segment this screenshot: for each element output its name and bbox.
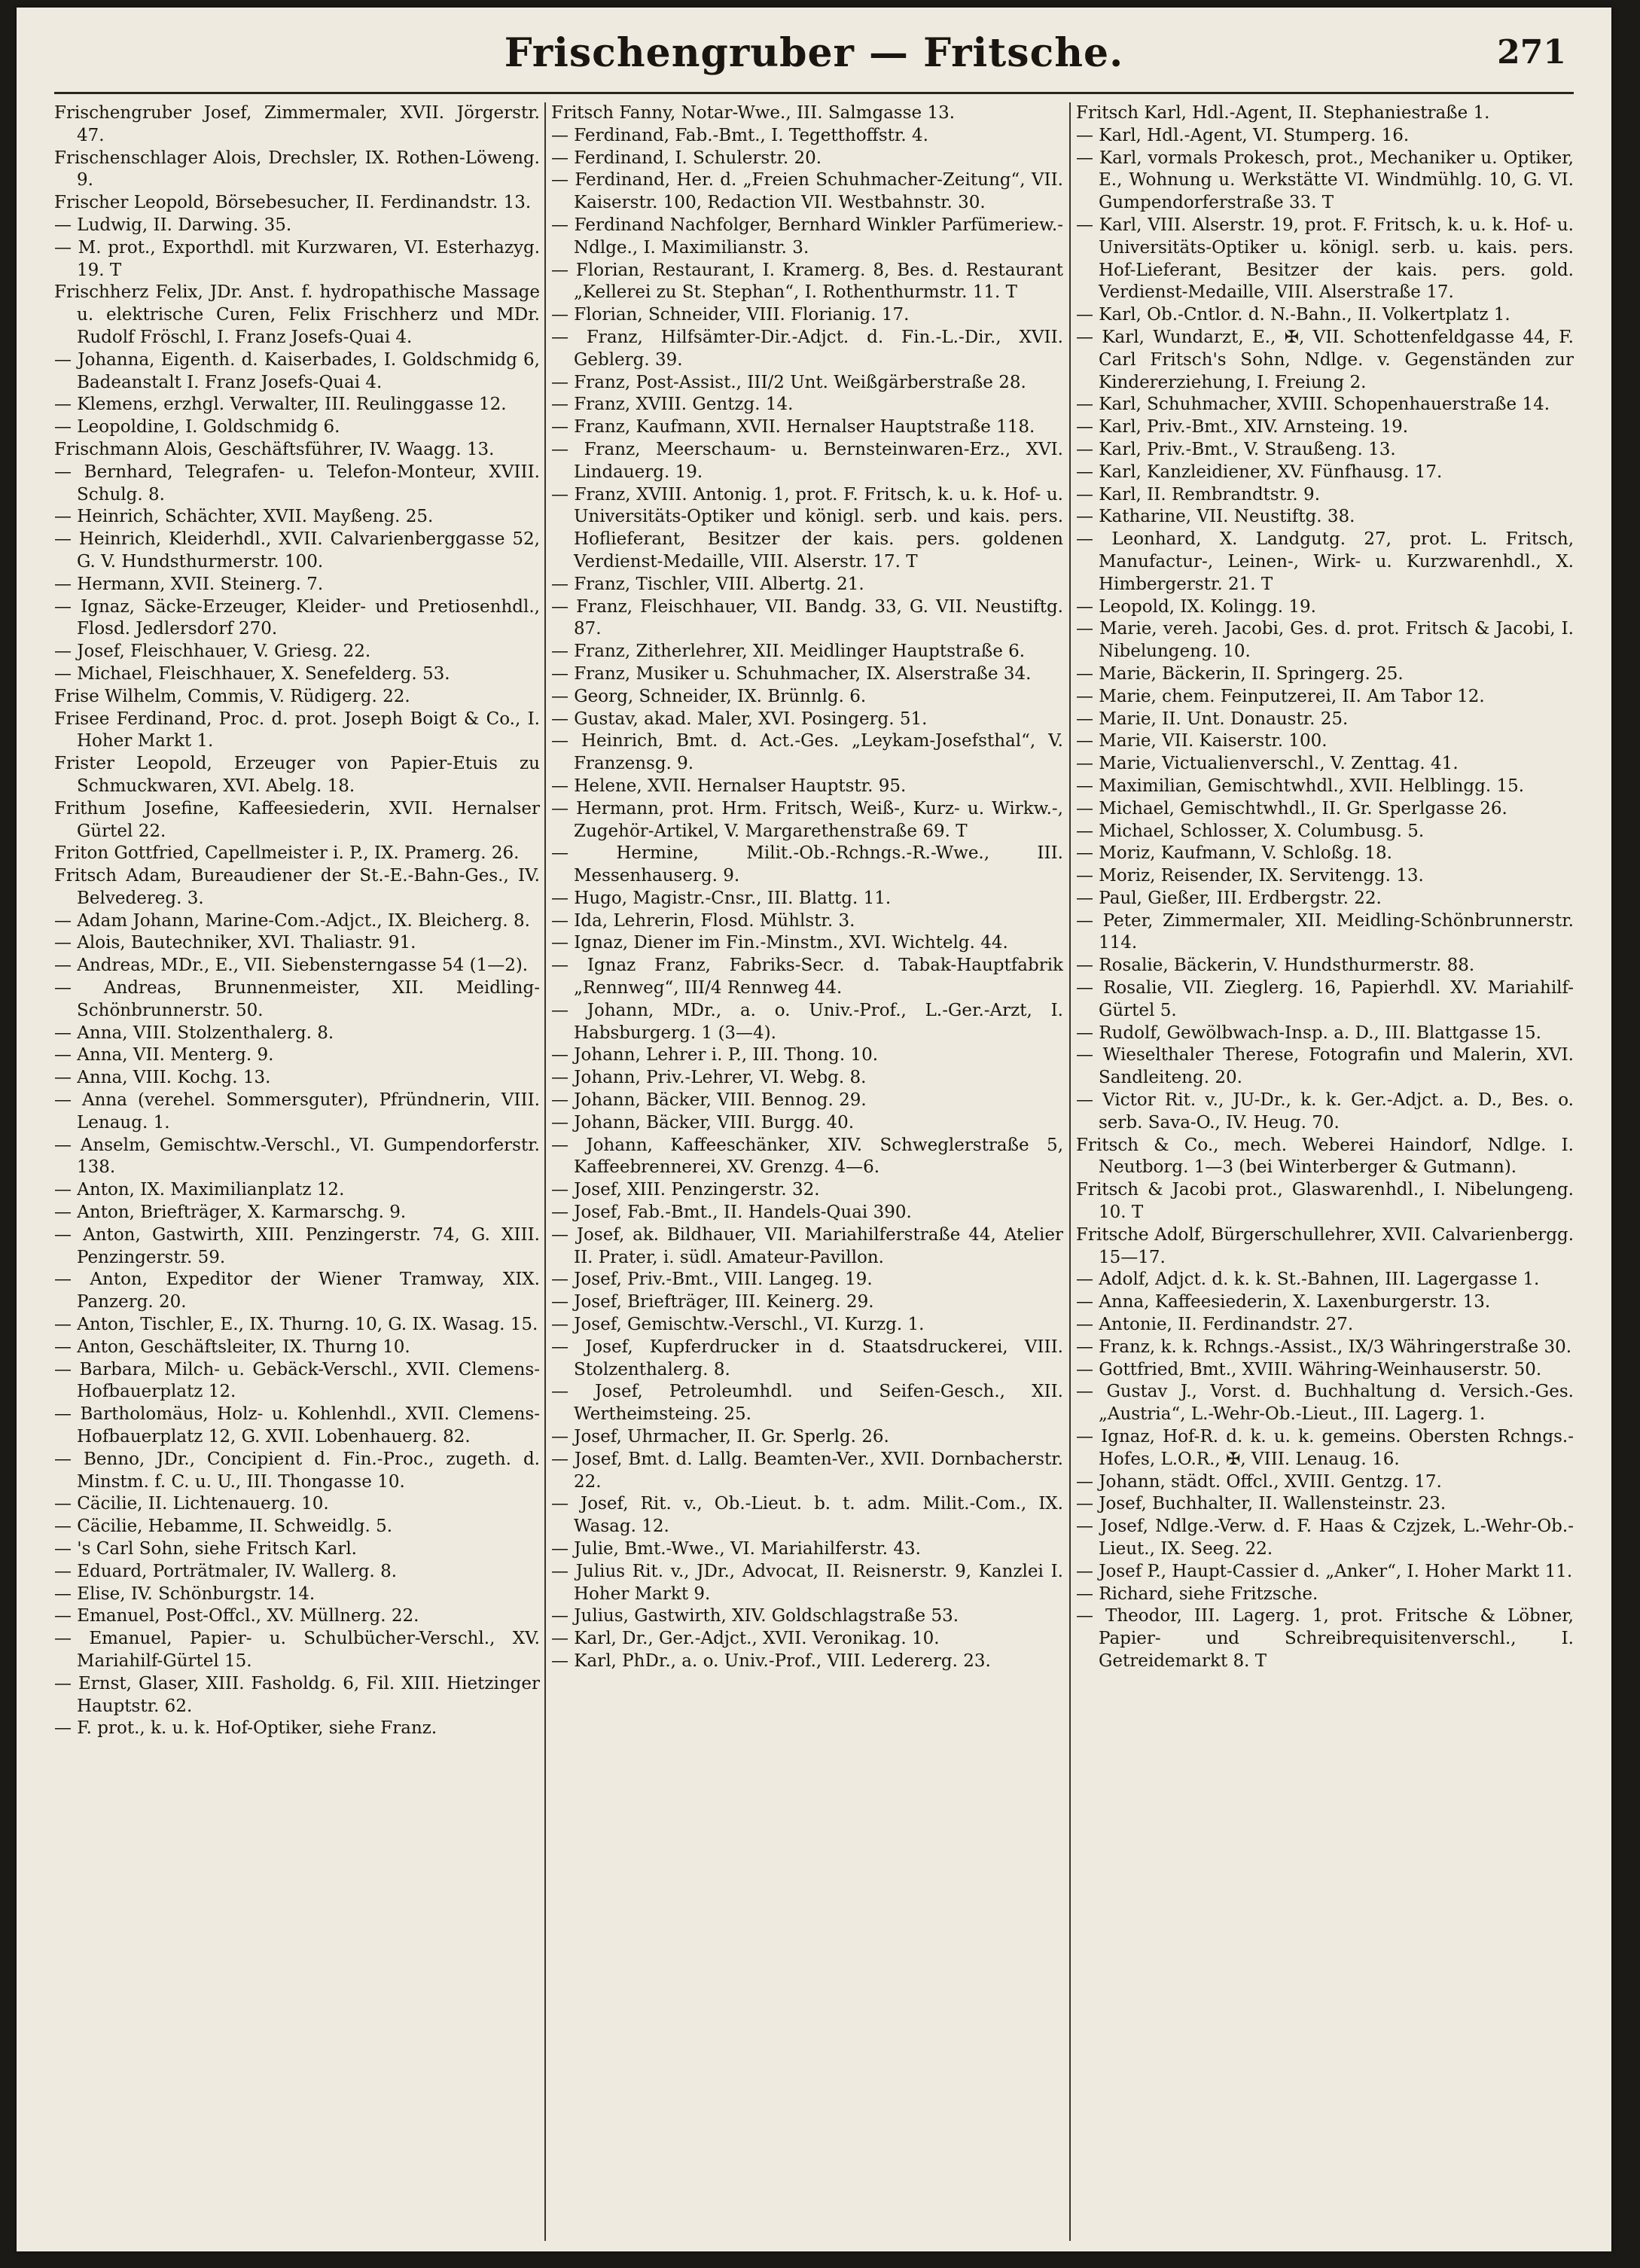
directory-entry: — Anna, Kaffeesiederin, X. Laxenburgerstr. 13. bbox=[1076, 1292, 1491, 1312]
directory-entry: — Johanna, Eigenth. d. Kaiserbades, I. Goldschmidg 6, Badeanstalt I. Franz Josefs-Quai 4. bbox=[54, 349, 540, 392]
directory-entry: — Theodor, III. Lagerg. 1, prot. Fritsche & Löbner, Papier- und Schreibrequisitenverschl., I. Getreidemarkt 8. T bbox=[1076, 1606, 1574, 1671]
directory-entry: — Peter, Zimmermaler, XII. Meidling-Schönbrunnerstr. 114. bbox=[1076, 910, 1574, 953]
directory-entry: — Marie, chem. Feinputzerei, II. Am Tabor 12. bbox=[1076, 686, 1485, 706]
directory-entry: — Karl, Hdl.-Agent, VI. Stumperg. 16. bbox=[1076, 125, 1410, 145]
directory-entry: — Michael, Gemischtwhdl., II. Gr. Sperlgasse 26. bbox=[1076, 798, 1507, 818]
directory-entry: — Anna (verehel. Sommersguter), Pfründnerin, VIII. Lenaug. 1. bbox=[54, 1090, 540, 1132]
directory-entry: — Josef, ak. Bildhauer, VII. Mariahilferstraße 44, Atelier II. Prater, i. südl. Amateur-Pavillon. bbox=[551, 1224, 1063, 1267]
directory-entry: — Hermine, Milit.-Ob.-Rchngs.-R.-Wwe., III. Messenhauserg. 9. bbox=[551, 843, 1063, 886]
directory-entry: — Hermann, XVII. Steinerg. 7. bbox=[54, 574, 324, 594]
directory-entry: — Karl, Ob.-Cntlor. d. N.-Bahn., II. Volkertplatz 1. bbox=[1076, 305, 1510, 325]
directory-entry: — Gustav J., Vorst. d. Buchhaltung d. Versich.-Ges. „Austria“, L.-Wehr-Ob.-Lieut., III. Lagerg. 1. bbox=[1076, 1382, 1574, 1425]
directory-columns bbox=[54, 102, 1574, 2241]
directory-entry: — Johann, Bäcker, VIII. Bennog. 29. bbox=[551, 1090, 867, 1111]
directory-entry: — Franz, Fleischhauer, VII. Bandg. 33, G. VII. Neustiftg. 87. bbox=[551, 596, 1063, 639]
directory-entry: — Emanuel, Papier- u. Schulbücher-Verschl., XV. Mariahilf-Gürtel 15. bbox=[54, 1629, 540, 1671]
directory-entry: — Franz, XVIII. Gentzg. 14. bbox=[551, 395, 794, 415]
directory-entry: — Anna, VIII. Kochg. 13. bbox=[54, 1068, 271, 1088]
directory-entry: — Franz, Meerschaum- u. Bernsteinwaren-Erz., XVI. Lindauerg. 19. bbox=[551, 439, 1063, 482]
directory-entry: — Ignaz, Säcke-Erzeuger, Kleider- und Pretiosenhdl., Flosd. Jedlersdorf 270. bbox=[54, 596, 540, 639]
column-2 bbox=[551, 102, 1063, 2241]
directory-entry: — Anna, VII. Menterg. 9. bbox=[54, 1045, 274, 1065]
directory-entry: — Josef P., Haupt-Cassier d. „Anker“, I. Hoher Markt 11. bbox=[1076, 1561, 1573, 1581]
directory-entry: — Josef, Fab.-Bmt., II. Handels-Quai 390. bbox=[551, 1203, 912, 1223]
directory-entry: — Josef, Buchhalter, II. Wallensteinstr. 23. bbox=[1076, 1494, 1446, 1514]
directory-entry: — Marie, Victualienverschl., V. Zenttag. 41. bbox=[1076, 754, 1459, 774]
directory-entry: — Rosalie, Bäckerin, V. Hundsthurmerstr. 88. bbox=[1076, 956, 1475, 976]
directory-entry: — Josef, Uhrmacher, II. Gr. Sperlg. 26. bbox=[551, 1427, 889, 1447]
directory-entry: — Ferdinand Nachfolger, Bernhard Winkler Parfümeriew.-Ndlge., I. Maximilianstr. 3. bbox=[551, 215, 1063, 258]
directory-entry: — Franz, Musiker u. Schuhmacher, IX. Alserstraße 34. bbox=[551, 663, 1032, 684]
directory-entry: — Benno, JDr., Concipient d. Fin.-Proc., zugeth. d. Minstm. f. C. u. U., III. Thongasse 10. bbox=[54, 1449, 540, 1492]
directory-entry: — Franz, Kaufmann, XVII. Hernalser Hauptstraße 118. bbox=[551, 417, 1035, 437]
directory-entry: — Heinrich, Kleiderhdl., XVII. Calvarienberggasse 52, G. V. Hundsthurmerstr. 100. bbox=[54, 529, 540, 572]
column-1 bbox=[54, 102, 540, 2241]
directory-entry: — Josef, XIII. Penzingerstr. 32. bbox=[551, 1180, 820, 1200]
directory-entry: — Adam Johann, Marine-Com.-Adjct., IX. Bleicherg. 8. bbox=[54, 910, 530, 931]
directory-entry: — Julius Rit. v., JDr., Advocat, II. Reisnerstr. 9, Kanzlei I. Hoher Markt 9. bbox=[551, 1561, 1063, 1604]
directory-entry: — Andreas, MDr., E., VII. Siebensterngasse 54 (1—2). bbox=[54, 956, 529, 976]
column-3 bbox=[1076, 102, 1574, 2241]
directory-entry: — Florian, Restaurant, I. Kramerg. 8, Bes. d. Restaurant „Kellerei zu St. Stephan“, I. Rothenthurmstr. 11. T bbox=[551, 260, 1063, 303]
directory-entry: — Karl, Schuhmacher, XVIII. Schopenhauerstraße 14. bbox=[1076, 395, 1550, 415]
directory-entry: — Karl, Wundarzt, E., ✠, VII. Schottenfeldgasse 44, F. Carl Fritsch's Sohn, Ndlge. v. Gegenständen zur Kindererziehung, I. Freiung 2. bbox=[1076, 327, 1574, 392]
directory-entry: — Hermann, prot. Hrm. Fritsch, Weiß-, Kurz- u. Wirkw.-, Zugehör-Artikel, V. Margarethenstraße 69. T bbox=[551, 798, 1063, 841]
directory-entry: Fritsch Adam, Bureaudiener der St.-E.-Bahn-Ges., IV. Belvedereg. 3. bbox=[54, 866, 540, 908]
directory-entry: — Maximilian, Gemischtwhdl., XVII. Helblingg. 15. bbox=[1076, 776, 1525, 796]
page-header bbox=[17, 30, 1611, 90]
directory-entry: — Michael, Schlosser, X. Columbusg. 5. bbox=[1076, 821, 1425, 841]
directory-entry: — Julie, Bmt.-Wwe., VI. Mariahilferstr. 43. bbox=[551, 1539, 921, 1559]
directory-entry: Frisee Ferdinand, Proc. d. prot. Joseph Boigt & Co., I. Hoher Markt 1. bbox=[54, 709, 540, 751]
directory-entry: — Leopold, IX. Kolingg. 19. bbox=[1076, 596, 1316, 617]
directory-entry: — Georg, Schneider, IX. Brünnlg. 6. bbox=[551, 686, 867, 706]
directory-entry: — Karl, Priv.-Bmt., XIV. Arnsteing. 19. bbox=[1076, 417, 1409, 437]
directory-entry: — Elise, IV. Schönburgstr. 14. bbox=[54, 1584, 316, 1604]
directory-entry: — Josef, Fleischhauer, V. Griesg. 22. bbox=[54, 642, 371, 662]
directory-entry: — Hugo, Magistr.-Cnsr., III. Blattg. 11. bbox=[551, 888, 892, 908]
directory-entry: — Gustav, akad. Maler, XVI. Posingerg. 51. bbox=[551, 709, 928, 729]
directory-entry: — Anton, Geschäftsleiter, IX. Thurng 10. bbox=[54, 1337, 410, 1357]
directory-entry: — Ferdinand, Her. d. „Freien Schuhmacher-Zeitung“, VII. Kaiserstr. 100, Redaction VII. Westbahnstr. 30. bbox=[551, 170, 1063, 213]
directory-entry: — Marie, VII. Kaiserstr. 100. bbox=[1076, 731, 1328, 751]
directory-entry: — Franz, Tischler, VIII. Albertg. 21. bbox=[551, 574, 864, 594]
directory-entry: Fritsch & Co., mech. Weberei Haindorf, Ndlge. I. Neutborg. 1—3 (bei Winterberger & Gutmann). bbox=[1076, 1135, 1574, 1178]
directory-entry: — Josef, Rit. v., Ob.-Lieut. b. t. adm. Milit.-Com., IX. Wasag. 12. bbox=[551, 1494, 1063, 1537]
directory-entry: — Cäcilie, II. Lichtenauerg. 10. bbox=[54, 1494, 329, 1514]
directory-entry: — F. prot., k. u. k. Hof-Optiker, siehe Franz. bbox=[54, 1718, 437, 1739]
directory-entry: — Moriz, Kaufmann, V. Schloßg. 18. bbox=[1076, 843, 1392, 864]
directory-entry: — Julius, Gastwirth, XIV. Goldschlagstraße 53. bbox=[551, 1606, 959, 1626]
directory-entry: — Josef, Gemischtw.-Verschl., VI. Kurzg. 1. bbox=[551, 1315, 925, 1335]
directory-entry: — Anna, VIII. Stolzenthalerg. 8. bbox=[54, 1023, 334, 1043]
directory-entry: — Franz, XVIII. Antonig. 1, prot. F. Fritsch, k. u. k. Hof- u. Universitäts-Optiker und königl. serb. und kais. pers. Hoflieferant, Besitzer der kais. pers. goldenen Verdienst-Medaille, VIII. Alserstr. 17. T bbox=[551, 484, 1063, 572]
directory-entry: — Karl, PhDr., a. o. Univ.-Prof., VIII. Ledererg. 23. bbox=[551, 1651, 991, 1671]
directory-entry: — Bernhard, Telegrafen- u. Telefon-Monteur, XVIII. Schulg. 8. bbox=[54, 462, 540, 505]
directory-entry: — Karl, VIII. Alserstr. 19, prot. F. Fritsch, k. u. k. Hof- u. Universitäts-Optiker u. königl. serb. u. kais. pers. Hof-Lieferant, Besitzer der kais. pers. gold. Verdienst-Medaille, VIII. Alserstraße 17. bbox=[1076, 215, 1574, 303]
directory-entry: — Paul, Gießer, III. Erdbergstr. 22. bbox=[1076, 888, 1382, 908]
directory-entry: Fritsch & Jacobi prot., Glaswarenhdl., I. Nibelungeng. 10. T bbox=[1076, 1180, 1574, 1223]
directory-entry: — Karl, II. Rembrandtstr. 9. bbox=[1076, 484, 1320, 505]
column-divider bbox=[544, 102, 546, 2241]
directory-entry: — Franz, Hilfsämter-Dir.-Adjct. d. Fin.-L.-Dir., XVII. Geblerg. 39. bbox=[551, 327, 1063, 370]
directory-entry: — Josef, Bmt. d. Lallg. Beamten-Ver., XVII. Dornbacherstr. 22. bbox=[551, 1449, 1063, 1492]
directory-entry: — Josef, Priv.-Bmt., VIII. Langeg. 19. bbox=[551, 1270, 873, 1290]
directory-entry: — Marie, Bäckerin, II. Springerg. 25. bbox=[1076, 663, 1404, 684]
directory-entry: — Franz, Post-Assist., III/2 Unt. Weißgärberstraße 28. bbox=[551, 372, 1026, 392]
directory-entry: — Ignaz, Hof-R. d. k. u. k. gemeins. Obersten Rchngs.-Hofes, L.O.R., ✠, VIII. Lenaug. 16. bbox=[1076, 1427, 1574, 1469]
directory-entry: — Marie, vereh. Jacobi, Ges. d. prot. Fritsch & Jacobi, I. Nibelungeng. 10. bbox=[1076, 619, 1574, 662]
header-rule bbox=[54, 92, 1574, 94]
directory-entry: — Rudolf, Gewölbwach-Insp. a. D., III. Blattgasse 15. bbox=[1076, 1023, 1541, 1043]
directory-entry: — Karl, Dr., Ger.-Adjct., XVII. Veronikag. 10. bbox=[551, 1629, 940, 1649]
column-divider bbox=[1069, 102, 1071, 2241]
page-number: 271 bbox=[1497, 33, 1566, 72]
directory-entry: — Johann, städt. Offcl., XVIII. Gentzg. 17. bbox=[1076, 1471, 1442, 1492]
directory-entry: — Bartholomäus, Holz- u. Kohlenhdl., XVII. Clemens-Hofbauerplatz 12, G. XVII. Lobenhauerg. 82. bbox=[54, 1404, 540, 1447]
directory-entry: — Klemens, erzhgl. Verwalter, III. Reulinggasse 12. bbox=[54, 395, 507, 415]
directory-entry: — Ernst, Glaser, XIII. Fasholdg. 6, Fil. XIII. Hietzinger Hauptstr. 62. bbox=[54, 1673, 540, 1716]
directory-entry: — Cäcilie, Hebamme, II. Schweidlg. 5. bbox=[54, 1517, 393, 1537]
directory-entry: — Leonhard, X. Landgutg. 27, prot. L. Fritsch, Manufactur-, Leinen-, Wirk- u. Kurzwarenhdl., X. Himbergerstr. 21. T bbox=[1076, 529, 1574, 594]
page-title: Frischengruber — Fritsche. bbox=[504, 30, 1124, 76]
directory-entry: — Ferdinand, Fab.-Bmt., I. Tegetthoffstr. 4. bbox=[551, 125, 928, 145]
directory-entry: — Rosalie, VII. Zieglerg. 16, Papierhdl. XV. Mariahilf-Gürtel 5. bbox=[1076, 978, 1574, 1020]
directory-entry: Fritsch Karl, Hdl.-Agent, II. Stephaniestraße 1. bbox=[1076, 103, 1490, 123]
directory-entry: Fritsche Adolf, Bürgerschullehrer, XVII. Calvarienbergg. 15—17. bbox=[1076, 1224, 1574, 1267]
directory-entry: — Karl, vormals Prokesch, prot., Mechaniker u. Optiker, E., Wohnung u. Werkstätte VI. Windmühlg. 10, G. VI. Gumpendorferstraße 33. T bbox=[1076, 148, 1574, 213]
directory-entry: — Alois, Bautechniker, XVI. Thaliastr. 91. bbox=[54, 933, 416, 953]
directory-entry: — Ignaz Franz, Fabriks-Secr. d. Tabak-Hauptfabrik „Rennweg“, III/4 Rennweg 44. bbox=[551, 956, 1063, 998]
directory-entry: — Anselm, Gemischtw.-Verschl., VI. Gumpendorferstr. 138. bbox=[54, 1135, 540, 1178]
directory-entry: — Anton, Expeditor der Wiener Tramway, XIX. Panzerg. 20. bbox=[54, 1270, 540, 1312]
directory-entry: — Anton, Tischler, E., IX. Thurng. 10, G. IX. Wasag. 15. bbox=[54, 1315, 538, 1335]
directory-entry: — Ludwig, II. Darwing. 35. bbox=[54, 215, 292, 235]
directory-entry: — Richard, siehe Fritzsche. bbox=[1076, 1584, 1318, 1604]
directory-entry: — Anton, IX. Maximilianplatz 12. bbox=[54, 1180, 345, 1200]
directory-entry: Frischherz Felix, JDr. Anst. f. hydropathische Massage u. elektrische Curen, Felix Frischherz und MDr. Rudolf Fröschl, I. Franz Josefs-Quai 4. bbox=[54, 282, 540, 347]
directory-entry: — Johann, Lehrer i. P., III. Thong. 10. bbox=[551, 1045, 879, 1065]
directory-entry: — Heinrich, Schächter, XVII. Mayßeng. 25. bbox=[54, 507, 434, 527]
directory-entry: — Karl, Kanzleidiener, XV. Fünfhausg. 17. bbox=[1076, 462, 1443, 482]
directory-entry: — Ida, Lehrerin, Flosd. Mühlstr. 3. bbox=[551, 910, 855, 931]
directory-entry: Frischengruber Josef, Zimmermaler, XVII. Jörgerstr. 47. bbox=[54, 103, 540, 145]
directory-entry: — Moriz, Reisender, IX. Servitengg. 13. bbox=[1076, 866, 1424, 886]
directory-entry: Frischer Leopold, Börsebesucher, II. Ferdinandstr. 13. bbox=[54, 193, 532, 213]
directory-entry: — M. prot., Exporthdl. mit Kurzwaren, VI. Esterhazyg. 19. T bbox=[54, 237, 540, 280]
directory-entry: — Florian, Schneider, VIII. Florianig. 17. bbox=[551, 305, 910, 325]
directory-entry: — Johann, MDr., a. o. Univ.-Prof., L.-Ger.-Arzt, I. Habsburgerg. 1 (3—4). bbox=[551, 1000, 1063, 1043]
directory-entry: — Adolf, Adjct. d. k. k. St.-Bahnen, III. Lagergasse 1. bbox=[1076, 1270, 1540, 1290]
directory-entry: — Ferdinand, I. Schulerstr. 20. bbox=[551, 148, 822, 168]
directory-entry: — Gottfried, Bmt., XVIII. Währing-Weinhauserstr. 50. bbox=[1076, 1359, 1542, 1379]
directory-entry: — Anton, Briefträger, X. Karmarschg. 9. bbox=[54, 1203, 407, 1223]
directory-entry: — Helene, XVII. Hernalser Hauptstr. 95. bbox=[551, 776, 907, 796]
directory-entry: — Antonie, II. Ferdinandstr. 27. bbox=[1076, 1315, 1354, 1335]
directory-entry: — Josef, Briefträger, III. Keinerg. 29. bbox=[551, 1292, 874, 1312]
directory-entry: Fritsch Fanny, Notar-Wwe., III. Salmgasse 13. bbox=[551, 103, 956, 123]
directory-entry: — Emanuel, Post-Offcl., XV. Müllnerg. 22. bbox=[54, 1606, 419, 1626]
directory-entry: Frithum Josefine, Kaffeesiederin, XVII. Hernalser Gürtel 22. bbox=[54, 798, 540, 841]
directory-entry: Frischenschlager Alois, Drechsler, IX. Rothen-Löweng. 9. bbox=[54, 148, 540, 191]
directory-entry: — Franz, k. k. Rchngs.-Assist., IX/3 Währingerstraße 30. bbox=[1076, 1337, 1572, 1357]
directory-entry: — Josef, Ndlge.-Verw. d. F. Haas & Czjzek, L.-Wehr-Ob.-Lieut., IX. Seeg. 22. bbox=[1076, 1517, 1574, 1559]
directory-entry: Frister Leopold, Erzeuger von Papier-Etuis zu Schmuckwaren, XVI. Abelg. 18. bbox=[54, 754, 540, 796]
directory-entry: — Marie, II. Unt. Donaustr. 25. bbox=[1076, 709, 1349, 729]
directory-entry: — Victor Rit. v., JU-Dr., k. k. Ger.-Adjct. a. D., Bes. o. serb. Sava-O., IV. Heug. 70. bbox=[1076, 1090, 1574, 1132]
directory-entry: — Heinrich, Bmt. d. Act.-Ges. „Leykam-Josefsthal“, V. Franzensg. 9. bbox=[551, 731, 1063, 774]
directory-entry: — Johann, Bäcker, VIII. Burgg. 40. bbox=[551, 1112, 855, 1132]
directory-entry: — Johann, Kaffeeschänker, XIV. Schweglerstraße 5, Kaffeebrennerei, XV. Grenzg. 4—6. bbox=[551, 1135, 1063, 1178]
directory-entry: — 's Carl Sohn, siehe Fritsch Karl. bbox=[54, 1539, 357, 1559]
directory-entry: — Josef, Kupferdrucker in d. Staatsdruckerei, VIII. Stolzenthalerg. 8. bbox=[551, 1337, 1063, 1379]
directory-entry: — Leopoldine, I. Goldschmidg 6. bbox=[54, 417, 340, 437]
directory-entry: — Johann, Priv.-Lehrer, VI. Webg. 8. bbox=[551, 1068, 867, 1088]
directory-entry: — Andreas, Brunnenmeister, XII. Meidling-Schönbrunnerstr. 50. bbox=[54, 978, 540, 1020]
directory-entry: — Anton, Gastwirth, XIII. Penzingerstr. 74, G. XIII. Penzingerstr. 59. bbox=[54, 1224, 540, 1267]
directory-entry: Frischmann Alois, Geschäftsführer, IV. Waagg. 13. bbox=[54, 439, 495, 459]
directory-entry: — Michael, Fleischhauer, X. Senefelderg. 53. bbox=[54, 663, 450, 684]
directory-entry: — Karl, Priv.-Bmt., V. Straußeng. 13. bbox=[1076, 439, 1396, 459]
directory-entry: — Wieselthaler Therese, Fotografin und Malerin, XVI. Sandleiteng. 20. bbox=[1076, 1045, 1574, 1088]
directory-entry: — Katharine, VII. Neustiftg. 38. bbox=[1076, 507, 1355, 527]
directory-entry: — Josef, Petroleumhdl. und Seifen-Gesch., XII. Wertheimsteing. 25. bbox=[551, 1382, 1063, 1425]
directory-entry: — Ignaz, Diener im Fin.-Minstm., XVI. Wichtelg. 44. bbox=[551, 933, 1008, 953]
directory-entry: — Franz, Zitherlehrer, XII. Meidlinger Hauptstraße 6. bbox=[551, 642, 1026, 662]
directory-entry: Frise Wilhelm, Commis, V. Rüdigerg. 22. bbox=[54, 686, 410, 706]
directory-entry: — Barbara, Milch- u. Gebäck-Verschl., XVII. Clemens-Hofbauerplatz 12. bbox=[54, 1359, 540, 1402]
directory-entry: Friton Gottfried, Capellmeister i. P., IX. Pramerg. 26. bbox=[54, 843, 520, 864]
directory-entry: — Eduard, Porträtmaler, IV. Wallerg. 8. bbox=[54, 1561, 398, 1581]
directory-page bbox=[17, 8, 1611, 2251]
